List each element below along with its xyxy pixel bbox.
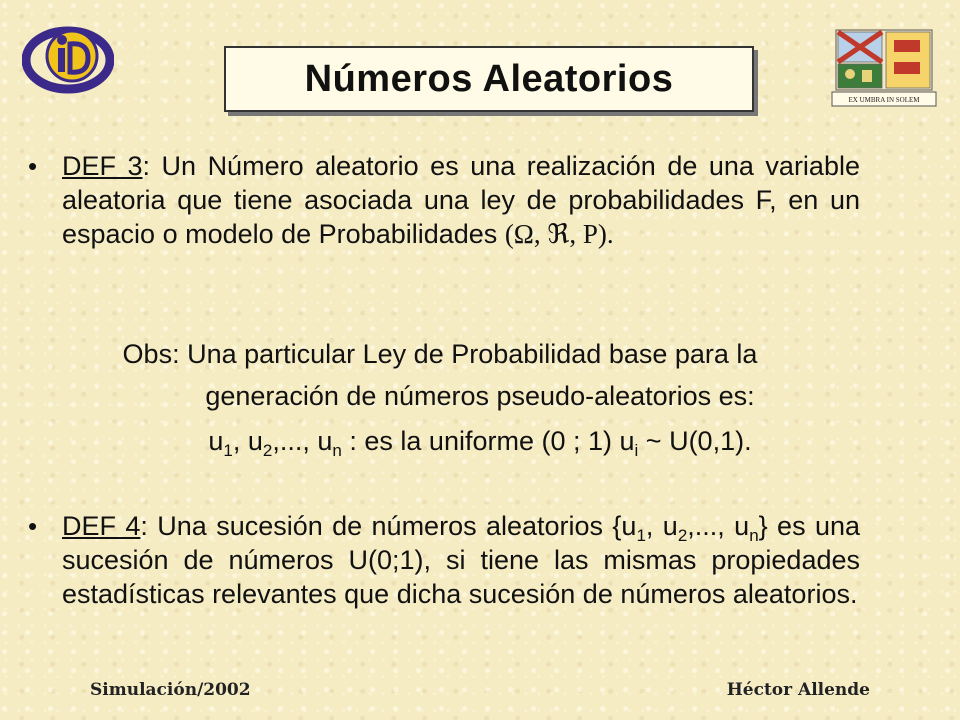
def3-probability-space: (Ω, ℜ, P). — [504, 219, 614, 249]
logo-motto: EX UMBRA IN SOLEM — [848, 96, 920, 104]
obs-line-2: generación de números pseudo-aleatorios es: — [205, 381, 755, 411]
slide-title: Números Aleatorios — [304, 57, 674, 100]
footer-author: Héctor Allende — [726, 680, 870, 700]
def4-label: DEF 4 — [62, 511, 141, 541]
bullet-icon: • — [28, 151, 38, 181]
def3-paragraph — [28, 149, 860, 251]
obs-line-1: Obs: Una particular Ley de Probabilidad base para la — [122, 339, 758, 369]
coat-of-arms-icon — [830, 28, 938, 110]
def4-paragraph: • DEF 4: Una sucesión de números aleatorios {$u_1$, $u_2$,..., $u_n$} es una sucesión de números U(0;1), si tiene las mismas propiedades estadísticas relevantes que dicha sucesión de números aleatorios. — [28, 511, 860, 609]
university-logo-icon — [22, 18, 114, 94]
title-box — [224, 46, 754, 112]
footer-course: Simulación/2002 — [90, 680, 251, 700]
def3-label: DEF 3 — [62, 151, 143, 181]
def3-text: : Un Número aleatorio es una realización de una variable aleatoria que tiene asociada una ley de probabilidades F, en un espacio o modelo de Probabilidades — [62, 151, 860, 249]
obs-line-3: $u_1$, $u_2$,..., $u_n$ : es la uniforme (0 ; 1) $u_i$ ~ U(0,1). — [208, 426, 752, 460]
bullet-icon: • — [28, 511, 38, 541]
